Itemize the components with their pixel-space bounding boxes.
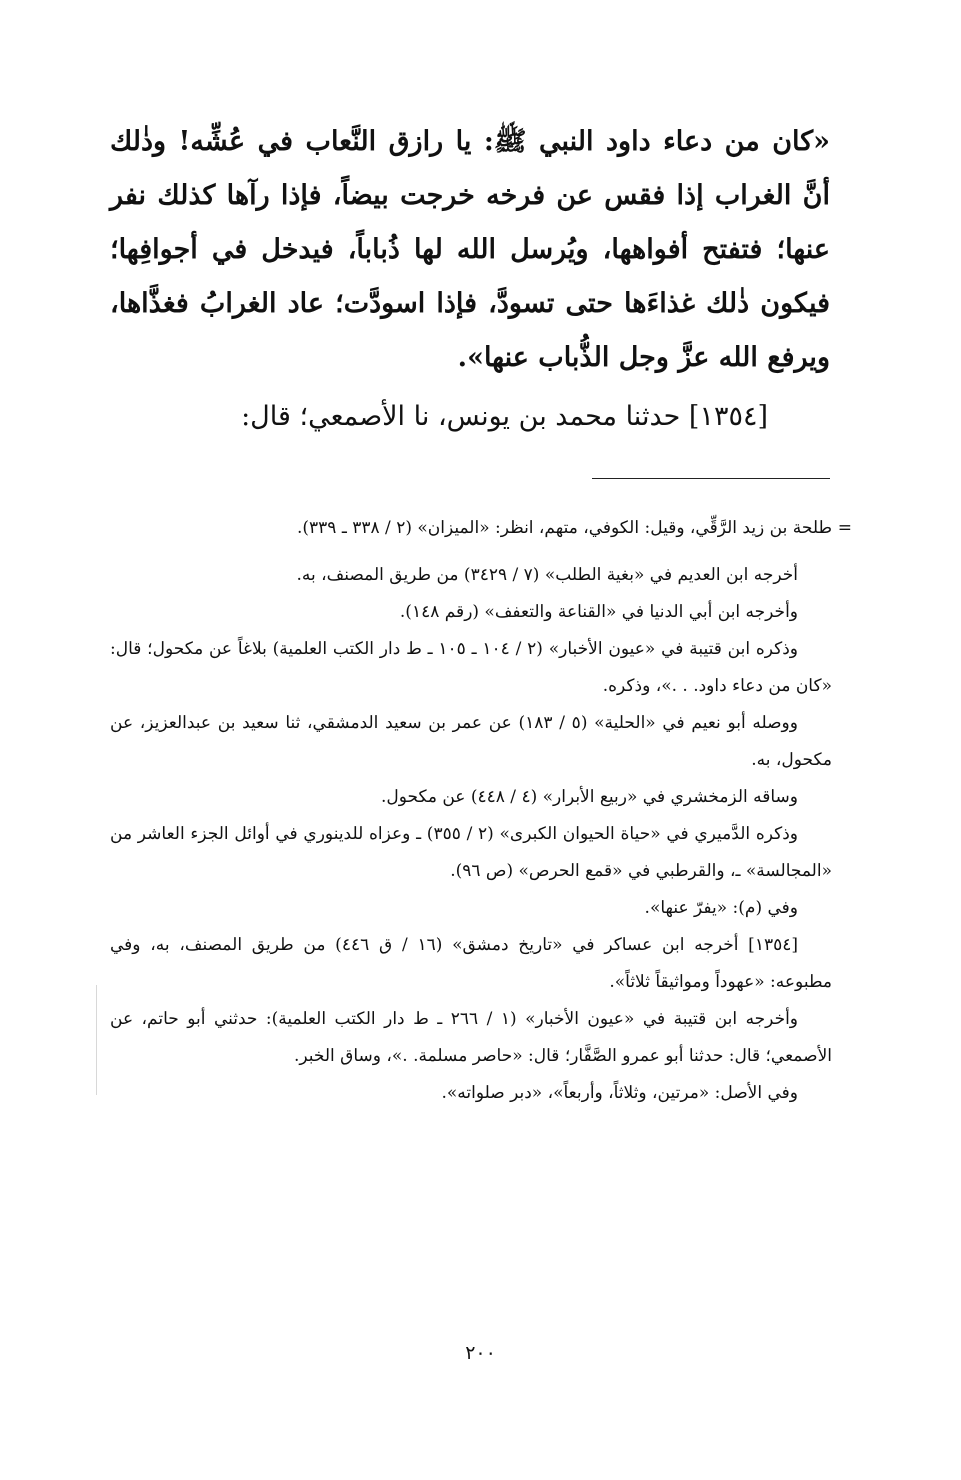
- footnote-item: وساقه الزمخشري في «ربيع الأبرار» (٤ / ٤٤٨) عن مكحول.: [380, 787, 798, 807]
- footnote-item: وذكره الدَّميري في «حياة الحيوان الكبرى» (٢ / ٣٥٥) ـ وعزاه للدينوري في أوائل الجزء العاشر من «المجالسة» ـ، والقرطبي في «قمع الحرص» (ص ٩٦).: [110, 824, 832, 881]
- footnote-item: وأخرجه ابن قتيبة في «عيون الأخبار» (١ / ٢٦٦ ـ ط دار الكتب العلمية): حدثني أبو حاتم، عن الأصمعي؛ قال: حدثنا أبو عمرو الصَّفَّار؛ قال: «حاصر مسلمة. .»، وساق الخبر.: [110, 1009, 832, 1066]
- main-text-block: [110, 115, 830, 437]
- continuation-marker: =: [837, 518, 852, 538]
- footnote-item: وأخرجه ابن أبي الدنيا في «القناعة والتعفف» (رقم ١٤٨).: [399, 602, 798, 622]
- footnote-item: أخرجه ابن العديم في «بغية الطلب» (٧ / ٣٤٢٩) من طريق المصنف، به.: [296, 565, 798, 585]
- footnote-text: طلحة بن زيد الرَّقِّي، وقيل: الكوفي، متهم، انظر: «الميزان» (٢ / ٣٣٨ ـ ٣٣٩).: [296, 518, 832, 538]
- hadith-quote: «كان من دعاء داود النبي ﷺ: يا رازق النَّعاب في عُشِّه! وذٰلك أنَّ الغراب إذا فقس عن فرخه خرجت بيضاً، فإذا رآها كذلك نفر عنها؛ فتفتح أفواهها، ويُرسل الله لها ذُباباً، فيدخل في أجوافِها؛ فيكون ذٰلك غذاءَها حتى تسودَّ، فإذا اسودَّت؛ عاد الغرابُ فغذَّاها، ويرفع الله عزَّ وجل الذُّباب عنها».: [110, 126, 830, 373]
- page-number: ٢٠٠: [465, 1342, 496, 1364]
- isnad-line: [١٣٥٤] حدثنا محمد بن يونس، نا الأصمعي؛ قال:: [241, 401, 768, 432]
- footnote-item: وفي الأصل: «مرتين، وثلاثاً، وأربعاً»، «دبر صلواته».: [441, 1083, 798, 1103]
- footnotes: [110, 510, 852, 1112]
- footnote-item: [١٣٥٤] أخرجه ابن عساكر في «تاريخ دمشق» (١٦ / ق ٤٤٦) من طريق المصنف، به، وفي مطبوعه: «عهوداً ومواثيقاً ثلاثاً».: [110, 935, 832, 992]
- footnote-continuation: [110, 510, 852, 547]
- footnote-item: وذكره ابن قتيبة في «عيون الأخبار» (٢ / ١٠٤ ـ ١٠٥ ـ ط دار الكتب العلمية) بلاغاً عن مكحول؛ قال: «كان من دعاء داود. . .»، وذكره.: [110, 639, 832, 696]
- footnote-item: وفي (م): «يفرّ عنها».: [644, 898, 798, 918]
- footnote-item: ووصله أبو نعيم في «الحلية» (٥ / ١٨٣) عن عمر بن سعيد الدمشقي، ثنا سعيد بن عبدالعزيز، عن مكحول، به.: [110, 713, 832, 770]
- scan-margin-line: [96, 985, 97, 1095]
- footnote-separator: [592, 478, 830, 479]
